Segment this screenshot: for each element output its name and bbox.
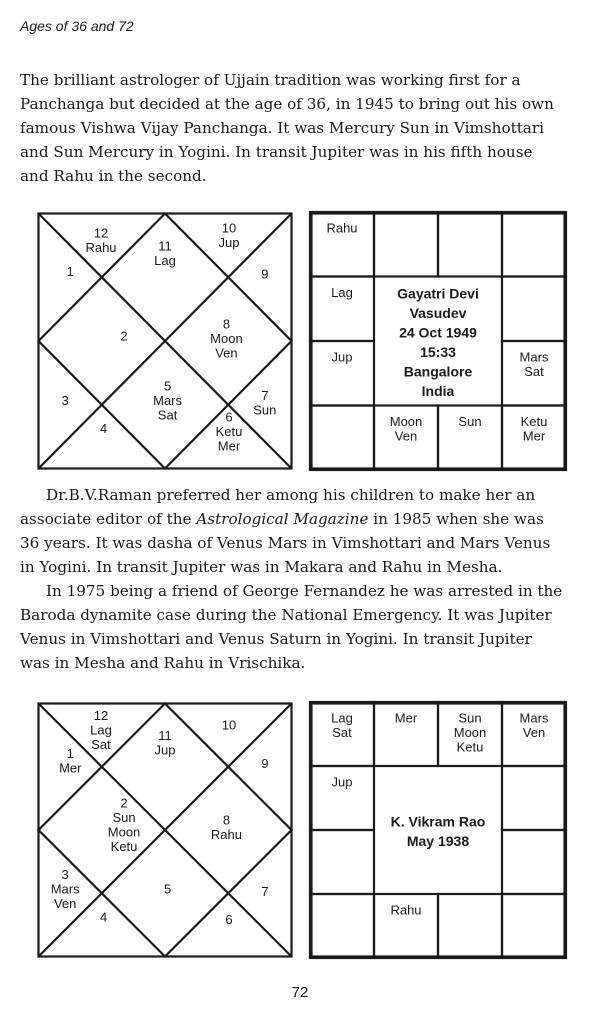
house-10-label: 10: [221, 220, 237, 236]
page-number: 72: [291, 984, 309, 1001]
sign-virgo-label: Mer: [522, 428, 546, 444]
house-3-label: Mars: [50, 881, 80, 897]
house-8-label: 8: [222, 812, 231, 828]
house-12-label: 12: [93, 708, 109, 724]
house-11-label: 11: [158, 728, 172, 744]
house-11-label: Jup: [154, 742, 176, 758]
center-label: 15:33: [420, 343, 456, 360]
house-10-label: Jup: [218, 234, 240, 250]
sign-scorpio-label: Moon: [389, 414, 423, 429]
south-chart-1: [310, 212, 566, 470]
sign-leo-label: Mars: [519, 349, 549, 365]
sign-gemini-label: Ven: [522, 725, 546, 740]
house-9-label: 9: [261, 755, 269, 771]
house-4-label: 4: [99, 421, 108, 437]
text-line: was in Mesha and Rahu in Vrischika.: [20, 654, 306, 672]
house-7-label: 7: [261, 388, 269, 404]
sign-pisces-label: Sat: [332, 725, 352, 740]
center-label: Vasudev: [409, 304, 467, 321]
sign-pisces-label: Lag: [331, 710, 353, 726]
center-label: Bangalore: [403, 363, 473, 380]
house-4-label: 4: [99, 909, 108, 925]
sign-taurus-label: Moon: [453, 725, 487, 740]
running-header: Ages of 36 and 72: [20, 18, 134, 34]
text-line: In 1975 being a friend of George Fernandez he was arrested in the: [46, 582, 563, 600]
center-label: 24 Oct 1949: [399, 324, 477, 341]
house-12-label: Rahu: [85, 240, 117, 256]
house-5-label: 5: [163, 378, 172, 394]
south-chart-2: [310, 702, 566, 958]
sign-gemini-label: Mars: [519, 710, 549, 726]
sign-taurus-label: Ketu: [456, 739, 484, 755]
house-7-label: 7: [261, 883, 269, 899]
house-11-label: 11: [158, 238, 172, 254]
text-line: associate editor of the Astrological Magazine in 1985 when she was: [20, 510, 544, 528]
sign-scorpio-label: Ven: [394, 428, 418, 444]
sign-cell-leo: [502, 830, 566, 894]
sign-cell-gemini: [502, 212, 566, 277]
sign-cell-cancer: [502, 277, 566, 342]
center-label: May 1938: [406, 832, 470, 849]
house-6-label: Ketu: [215, 423, 243, 439]
house-1-label: 1: [66, 746, 74, 762]
paragraph-raman: [20, 483, 586, 675]
text-line: famous Vishwa Vijay Panchanga. It was Mercury Sun in Vimshottari: [20, 119, 544, 137]
sign-cell-sagittarius: [310, 406, 374, 471]
house-2-label: Ketu: [110, 839, 138, 855]
house-2-label: 2: [120, 795, 128, 811]
sign-cell-virgo: [502, 894, 566, 958]
sign-cell-capricorn: [310, 830, 374, 894]
house-12-label: 12: [93, 225, 109, 241]
house-1-label: Mer: [59, 760, 82, 776]
north-chart-1: [37, 212, 293, 470]
text-line: in Yogini. In transit Jupiter was in Makara and Rahu in Mesha.: [20, 558, 503, 576]
house-12-label: Sat: [91, 737, 111, 753]
house-8-label: 8: [222, 316, 231, 332]
sign-aquarius-label: Jup: [331, 774, 353, 790]
text-line: and Rahu in the second.: [20, 167, 207, 185]
house-7-label: Sun: [253, 402, 277, 418]
house-2-label: Moon: [107, 824, 141, 840]
house-11-label: Lag: [154, 253, 176, 269]
house-6-label: 6: [225, 912, 233, 928]
sign-scorpio-label: Rahu: [390, 902, 422, 918]
house-1-label: 1: [66, 263, 74, 279]
house-5-label: Mars: [153, 392, 183, 408]
sign-taurus-label: Sun: [458, 710, 482, 726]
house-6-label: Mer: [217, 438, 241, 454]
magazine-title: Astrological Magazine: [196, 510, 369, 528]
paragraph-intro: [20, 68, 586, 188]
house-3-label: 3: [61, 392, 69, 408]
text-line: Baroda dynamite case during the National Emergency. It was Jupiter: [20, 606, 552, 624]
sign-aries-label: Mer: [394, 710, 418, 726]
sign-libra-label: Sun: [458, 414, 482, 429]
house-5-label: 5: [163, 881, 172, 897]
sign-virgo-label: Ketu: [520, 414, 548, 429]
text-line: Panchanga but decided at the age of 36, in 1945 to bring out his own: [20, 95, 554, 113]
north-chart-2: [37, 702, 293, 958]
house-12-label: Lag: [90, 722, 112, 738]
sign-cell-aries: [374, 212, 438, 277]
house-8-label: Ven: [215, 345, 238, 361]
sign-cell-taurus: [438, 212, 502, 277]
house-2-label: Sun: [112, 810, 136, 826]
sign-cell-sagittarius: [310, 894, 374, 958]
house-10-label: 10: [221, 717, 237, 733]
house-2-label: 2: [120, 328, 128, 344]
sign-capricorn-label: Jup: [331, 349, 353, 365]
center-label: K. Vikram Rao: [390, 813, 486, 830]
sign-leo-label: Sat: [524, 364, 544, 379]
text-line: Dr.B.V.Raman preferred her among his children to make her an: [46, 486, 536, 504]
center-label: India: [421, 382, 455, 399]
text-line: The brilliant astrologer of Ujjain tradition was working first for a: [20, 71, 521, 89]
house-5-label: Sat: [157, 407, 178, 423]
sign-cell-libra: [438, 894, 502, 958]
house-3-label: 3: [61, 866, 69, 882]
text-line: Venus in Vimshottari and Venus Saturn in Yogini. In transit Jupiter: [20, 630, 532, 648]
center-label: Gayatri Devi: [397, 285, 479, 302]
sign-pisces-label: Rahu: [326, 220, 358, 236]
house-6-label: 6: [225, 409, 233, 425]
house-3-label: Ven: [53, 895, 77, 911]
text-line: 36 years. It was dasha of Venus Mars in Vimshottari and Mars Venus: [20, 534, 551, 552]
sign-aquarius-label: Lag: [331, 285, 353, 300]
text-line: and Sun Mercury in Yogini. In transit Jupiter was in his fifth house: [20, 143, 533, 161]
sign-cell-cancer: [502, 766, 566, 830]
house-9-label: 9: [261, 266, 269, 282]
house-8-label: Moon: [210, 330, 243, 346]
house-8-label: Rahu: [210, 827, 242, 843]
